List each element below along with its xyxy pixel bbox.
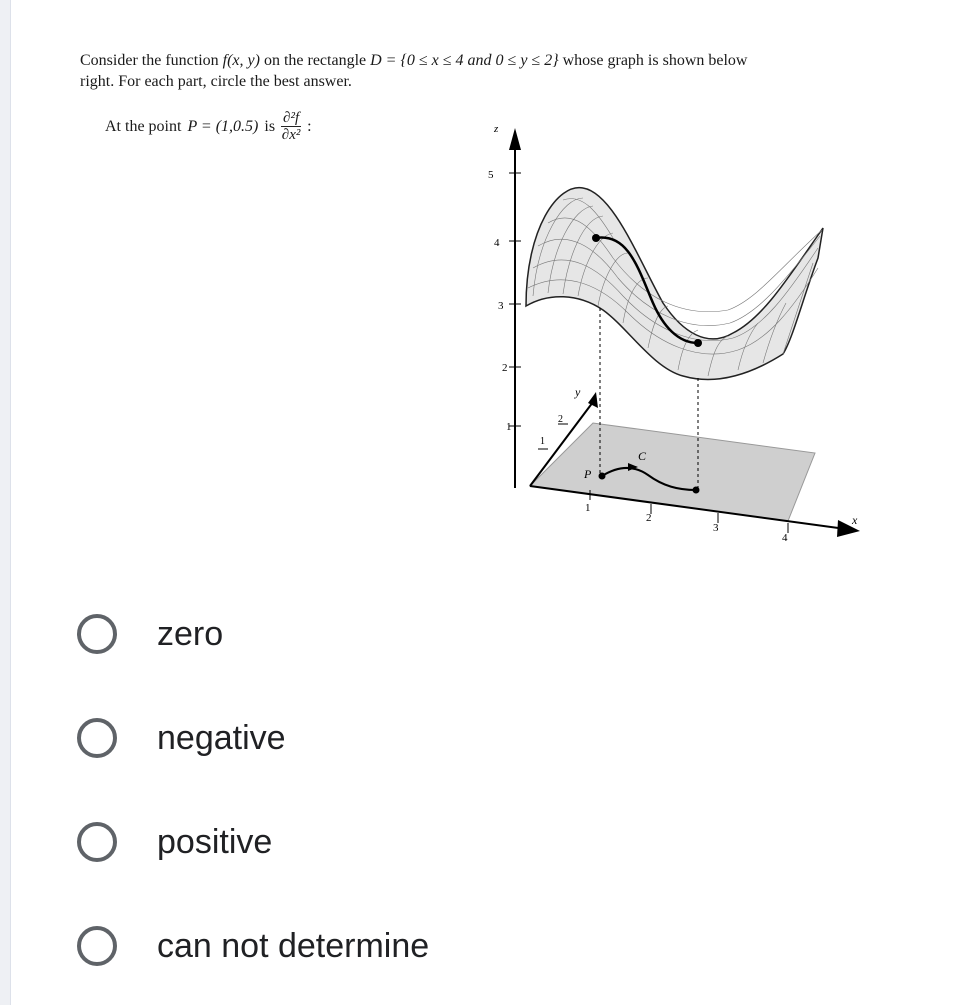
y-tick-1: 1	[540, 436, 545, 447]
option-positive[interactable]	[72, 790, 429, 894]
question-mid: on the rectangle	[259, 52, 371, 69]
z-ticks	[488, 169, 521, 433]
z-tick-3: 3	[498, 300, 504, 312]
question-suffix: whose graph is shown below	[558, 52, 748, 69]
function-name: f(x, y)	[222, 52, 260, 69]
point-p-label: P	[584, 467, 592, 481]
x-axis-label: x	[852, 513, 858, 527]
x-tick-3: 3	[713, 522, 719, 534]
surface-graph	[478, 118, 878, 558]
option-can-not-determine[interactable]	[72, 894, 429, 998]
option-negative[interactable]	[72, 686, 429, 790]
subpart-text	[105, 110, 312, 143]
subpart-is: is	[264, 117, 276, 135]
surface-graph-figure	[478, 118, 878, 558]
x-tick-2: 2	[646, 512, 652, 524]
z-axis-label: z	[494, 123, 499, 135]
y-tick-2: 2	[558, 414, 563, 425]
surface-curve-start	[592, 234, 600, 242]
z-tick-1: 1	[506, 421, 512, 433]
derivative-numerator: ∂²f	[283, 110, 300, 126]
second-derivative	[281, 110, 301, 143]
domain-definition: D = {0 ≤ x ≤ 4 and 0 ≤ y ≤ 2}	[370, 52, 559, 69]
derivative-colon: :	[307, 117, 312, 135]
question-text	[80, 50, 920, 92]
option-label-negative: negative	[157, 718, 286, 757]
question-line2: right. For each part, circle the best answer.	[80, 73, 352, 90]
z-tick-5: 5	[488, 169, 494, 181]
x-tick-4: 4	[782, 532, 788, 544]
surface	[526, 188, 823, 380]
question-prefix: Consider the function	[80, 52, 223, 69]
y-axis-label: y	[575, 385, 581, 399]
point-p	[599, 473, 606, 480]
curve-c-end-point	[693, 487, 700, 494]
derivative-denominator: ∂x²	[281, 127, 301, 143]
radio-negative[interactable]	[77, 718, 117, 758]
answer-options	[72, 582, 429, 998]
radio-zero[interactable]	[77, 614, 117, 654]
z-tick-2: 2	[502, 362, 508, 374]
surface-curve-end	[694, 339, 702, 347]
option-label-zero: zero	[157, 614, 224, 653]
option-label-can-not-determine: can not determine	[157, 926, 430, 965]
radio-positive[interactable]	[77, 822, 117, 862]
option-zero[interactable]	[72, 582, 429, 686]
option-label-positive: positive	[157, 822, 273, 861]
point-definition: P = (1,0.5)	[187, 117, 259, 135]
y-ticks	[538, 414, 568, 449]
curve-c-label: C	[638, 449, 647, 463]
z-axis-arrow	[509, 128, 521, 150]
radio-can-not-determine[interactable]	[77, 926, 117, 966]
subpart-prefix: At the point	[105, 117, 182, 135]
left-edge-bar	[0, 0, 11, 1005]
x-tick-1: 1	[585, 502, 591, 514]
z-tick-4: 4	[494, 237, 500, 249]
